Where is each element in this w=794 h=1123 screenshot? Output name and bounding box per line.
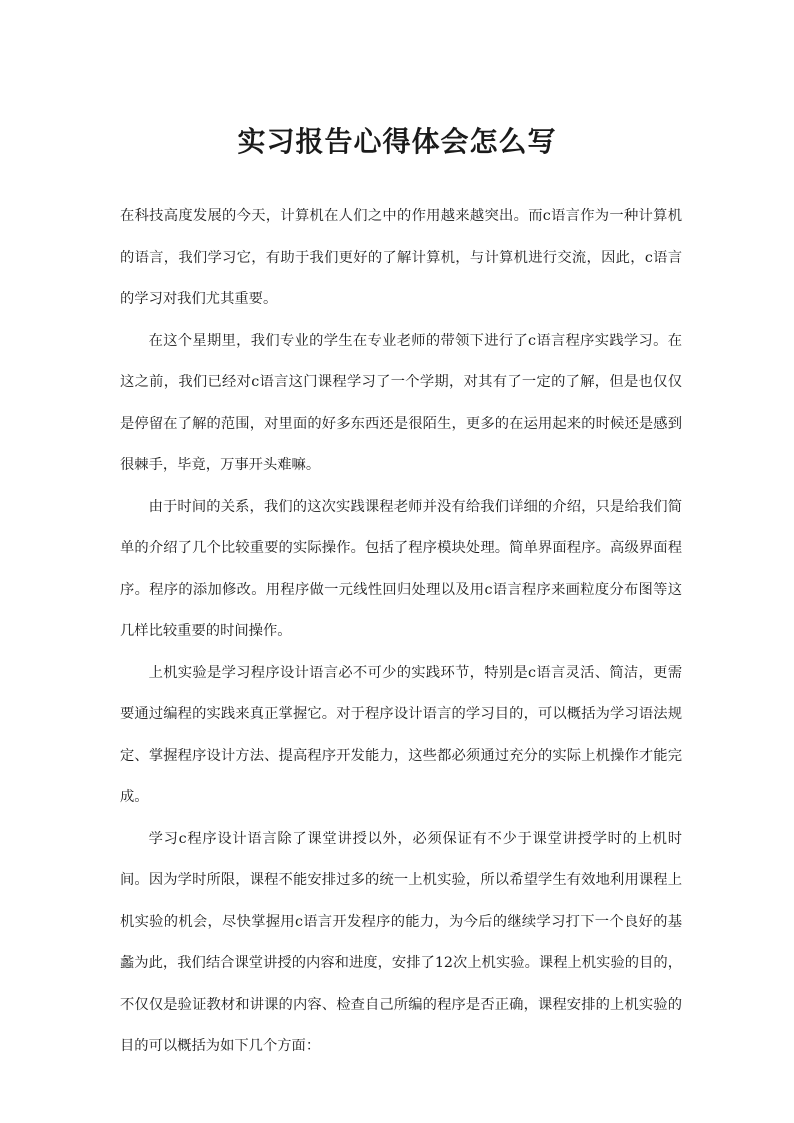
document-body <box>120 196 682 1068</box>
paragraph-3: 由于时间的关系，我们的这次实践课程老师并没有给我们详细的介绍，只是给我们简单的介绍了几个比较重要的实际操作。包括了程序模块处理。简单界面程序。高级界面程序。程序的添加修改。用程序做一元线性回归处理以及用c语言程序来画粒度分布图等这几样比较重要的时间操作。 <box>120 498 682 639</box>
paragraph-5: 学习c程序设计语言除了课堂讲授以外，必须保证有不少于课堂讲授学时的上机时间。因为学时所限，课程不能安排过多的统一上机实验，所以希望学生有效地利用课程上机实验的机会，尽快掌握用c语言开发程序的能力，为今后的继续学习打下一个良好的基蠡为此，我们结合课堂讲授的内容和进度，安排了12次上机实验。课程上机实验的目的，不仅仅是验证教材和讲课的内容、检查自己所编的程序是否正确，课程安排的上机实验的目的可以概括为如下几个方面： <box>120 830 682 1054</box>
paragraph-4: 上机实验是学习程序设计语言必不可少的实践环节，特别是c语言灵活、简洁，更需要通过编程的实践来真正掌握它。对于程序设计语言的学习目的，可以概括为学习语法规定、掌握程序设计方法、提高程序开发能力，这些都必须通过充分的实际上机操作才能完成。 <box>120 664 682 805</box>
document-title: 实习报告心得体会怎么写 <box>237 125 557 158</box>
paragraph-2: 在这个星期里，我们专业的学生在专业老师的带领下进行了c语言程序实践学习。在这之前，我们已经对c语言这门课程学习了一个学期，对其有了一定的了解，但是也仅仅是停留在了解的范围，对里面的好多东西还是很陌生，更多的在运用起来的时候还是感到很棘手，毕竟，万事开头难嘛。 <box>120 332 682 473</box>
paragraph-1: 在科技高度发展的今天，计算机在人们之中的作用越来越突出。而c语言作为一种计算机的语言，我们学习它，有助于我们更好的了解计算机，与计算机进行交流，因此，c语言的学习对我们尤其重要。 <box>120 208 682 307</box>
